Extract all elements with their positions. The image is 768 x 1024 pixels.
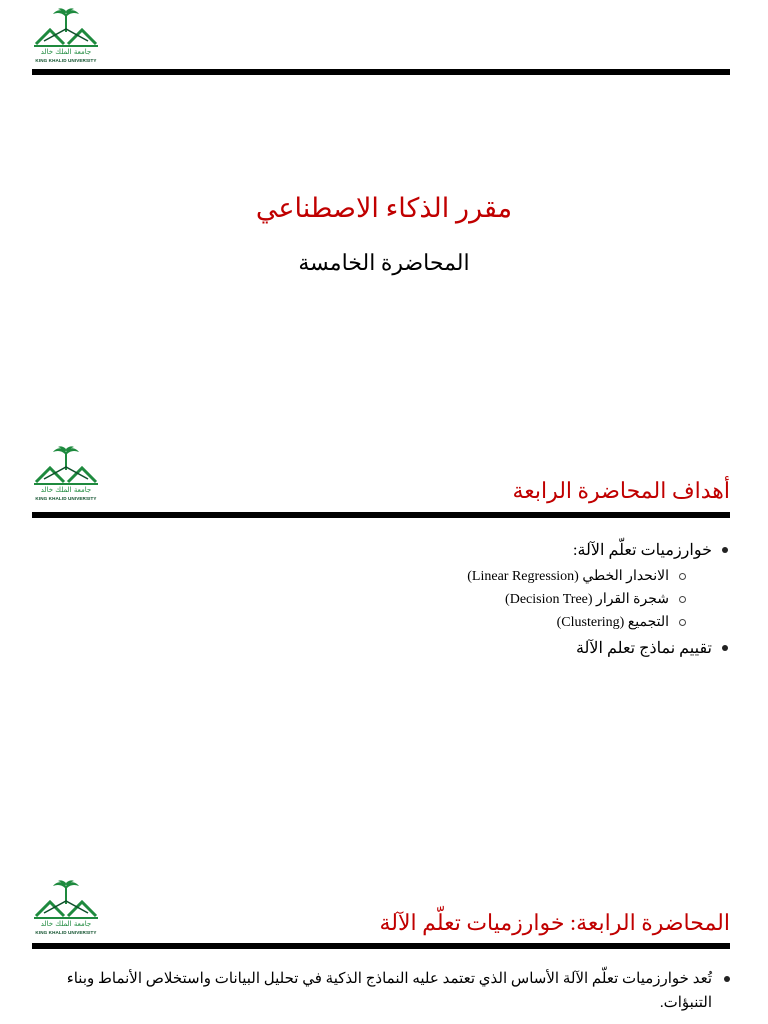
slide-title: أهداف المحاضرة الرابعة [512, 478, 730, 503]
slide-title: المحاضرة الرابعة: خوارزميات تعلّم الآلة [379, 910, 730, 935]
sub-list-item [557, 614, 686, 631]
list-item [573, 540, 728, 560]
bullet-dot-icon [722, 645, 728, 651]
logo-english-text: KING KHALID UNIVERSITY [35, 496, 97, 501]
university-logo [30, 8, 102, 66]
lecture-number: المحاضرة الخامسة [298, 250, 470, 275]
logo-english-text: KING KHALID UNIVERSITY [35, 930, 97, 935]
palm-swords-emblem-icon [30, 8, 102, 50]
sub-list-item [467, 568, 686, 585]
bullet-text: خوارزميات تعلّم الآلة: [573, 542, 712, 559]
hollow-bullet-icon [679, 619, 686, 626]
header-rule [32, 69, 730, 75]
palm-swords-emblem-icon [30, 446, 102, 488]
sub-list-item [505, 591, 686, 608]
hollow-bullet-icon [679, 596, 686, 603]
paragraph-text: تُعد خوارزميات تعلّم الآلة الأساس الذي تعتمد عليه النماذج الذكية في تحليل البيانات واستخلاص الأنماط وبناء التنبؤات. [66, 971, 712, 1011]
header-rule [32, 943, 730, 949]
university-logo [30, 880, 102, 938]
list-item [576, 638, 728, 658]
hollow-bullet-icon [679, 573, 686, 580]
logo-arabic-text: جامعة الملك خالد [40, 486, 92, 494]
logo-arabic-text: جامعة الملك خالد [40, 48, 92, 56]
university-logo [30, 446, 102, 504]
slide-title-page [0, 0, 768, 420]
header-rule [32, 512, 730, 518]
sub-item-text: الانحدار الخطي (Linear Regression) [467, 569, 669, 584]
course-title: مقرر الذكاء الاصطناعي [255, 193, 513, 223]
bullet-dot-icon [724, 976, 730, 982]
bullet-dot-icon [722, 547, 728, 553]
bullet-text: تقييم نماذج تعلم الآلة [575, 640, 712, 657]
logo-english-text: KING KHALID UNIVERSITY [35, 58, 97, 63]
paragraph [40, 967, 730, 1015]
slide-algorithms [0, 875, 768, 1024]
palm-swords-emblem-icon [30, 880, 102, 922]
sub-item-text: شجرة القرار (Decision Tree) [505, 592, 669, 607]
logo-arabic-text: جامعة الملك خالد [40, 920, 92, 928]
slide-objectives [0, 440, 768, 840]
sub-item-text: التجميع (Clustering) [556, 615, 669, 630]
